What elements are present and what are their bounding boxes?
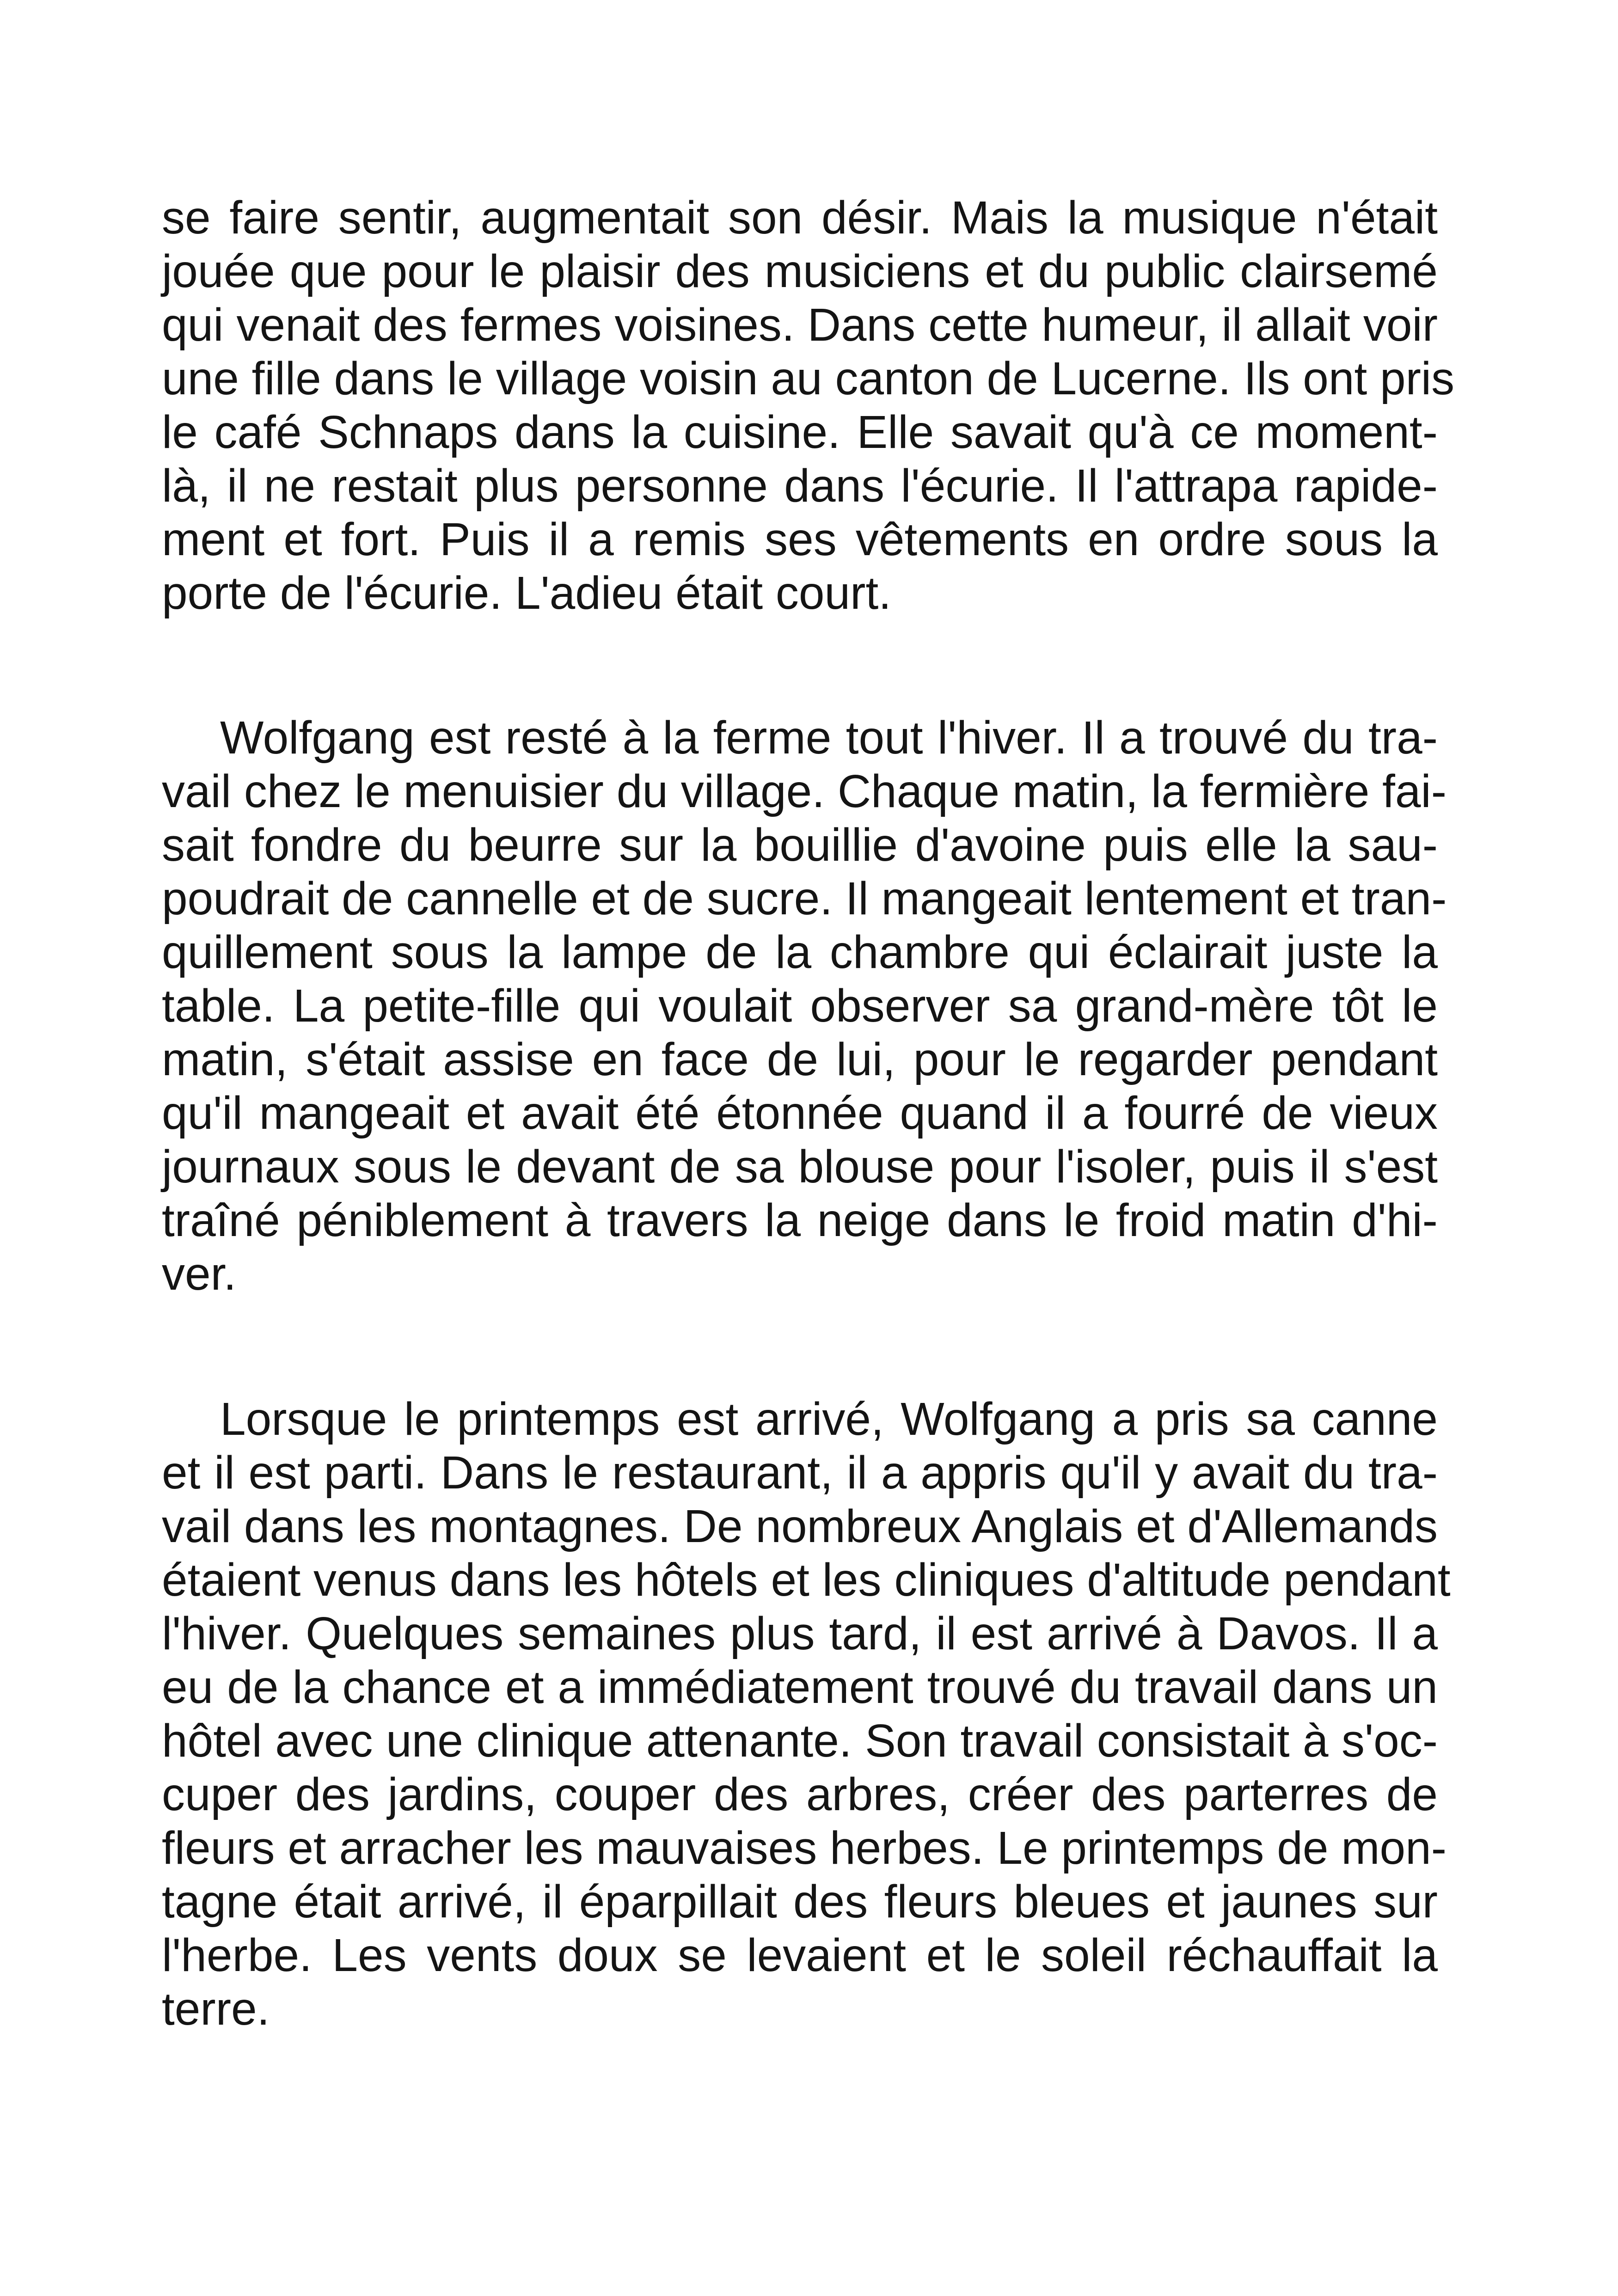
text-line: qu'il mangeait et avait été étonnée quand il a fourré de vieux [162,1087,1438,1139]
text-line: là, il ne restait plus personne dans l'écurie. Il l'attrapa rapide- [162,460,1438,512]
text-line: l'herbe. Les vents doux se levaient et le soleil réchauffait la [162,1929,1438,1981]
text-line: ment et fort. Puis il a remis ses vêtements en ordre sous la [162,514,1438,565]
text-line: sait fondre du beurre sur la bouillie d'avoine puis elle la sau- [162,819,1438,871]
text-line: vail dans les montagnes. De nombreux Anglais et d'Allemands [162,1500,1438,1552]
text-line: quillement sous la lampe de la chambre qui éclairait juste la [162,926,1438,978]
text-line: fleurs et arracher les mauvaises herbes. Le printemps de mon- [162,1822,1447,1874]
text-line: une fille dans le village voisin au canton de Lucerne. Ils ont pris [162,353,1455,404]
text-line: matin, s'était assise en face de lui, pour le regarder pendant [162,1034,1438,1085]
text-line: journaux sous le devant de sa blouse pour l'isoler, puis il s'est [162,1141,1438,1193]
text-line: le café Schnaps dans la cuisine. Elle savait qu'à ce moment- [162,406,1438,458]
text-line: hôtel avec une clinique attenante. Son travail consistait à s'oc- [162,1715,1438,1767]
text-line: table. La petite-fille qui voulait observer sa grand-mère tôt le [162,980,1438,1032]
text-line: et il est parti. Dans le restaurant, il a appris qu'il y avait du tra- [162,1447,1438,1499]
text-line: traîné péniblement à travers la neige dans le froid matin d'hi- [162,1194,1438,1246]
text-line: l'hiver. Quelques semaines plus tard, il est arrivé à Davos. Il a [162,1608,1438,1659]
text-line: cuper des jardins, couper des arbres, créer des parterres de [162,1769,1438,1820]
paragraph-1 [162,191,1455,620]
text-line: se faire sentir, augmentait son désir. Mais la musique n'était [162,192,1438,244]
paragraph-2 [162,711,1447,1301]
text-line: tagne était arrivé, il éparpillait des fleurs bleues et jaunes sur [162,1876,1438,1928]
text-line: Lorsque le printemps est arrivé, Wolfgang a pris sa canne [220,1393,1438,1445]
text-line: poudrait de cannelle et de sucre. Il mangeait lentement et tran- [162,873,1447,925]
paragraph-3 [162,1392,1451,2036]
text-line: ver. [162,1248,237,1300]
text-line: jouée que pour le plaisir des musiciens et du public clairsemé [162,245,1438,297]
text-line: Wolfgang est resté à la ferme tout l'hiver. Il a trouvé du tra- [220,712,1438,764]
text-line: étaient venus dans les hôtels et les cliniques d'altitude pendant [162,1554,1451,1606]
text-line: vail chez le menuisier du village. Chaque matin, la fermière fai- [162,765,1447,817]
text-line: qui venait des fermes voisines. Dans cette humeur, il allait voir [162,299,1438,351]
text-line: terre. [162,1983,270,2035]
text-line: eu de la chance et a immédiatement trouvé du travail dans un [162,1661,1438,1713]
text-line: porte de l'écurie. L'adieu était court. [162,567,892,619]
